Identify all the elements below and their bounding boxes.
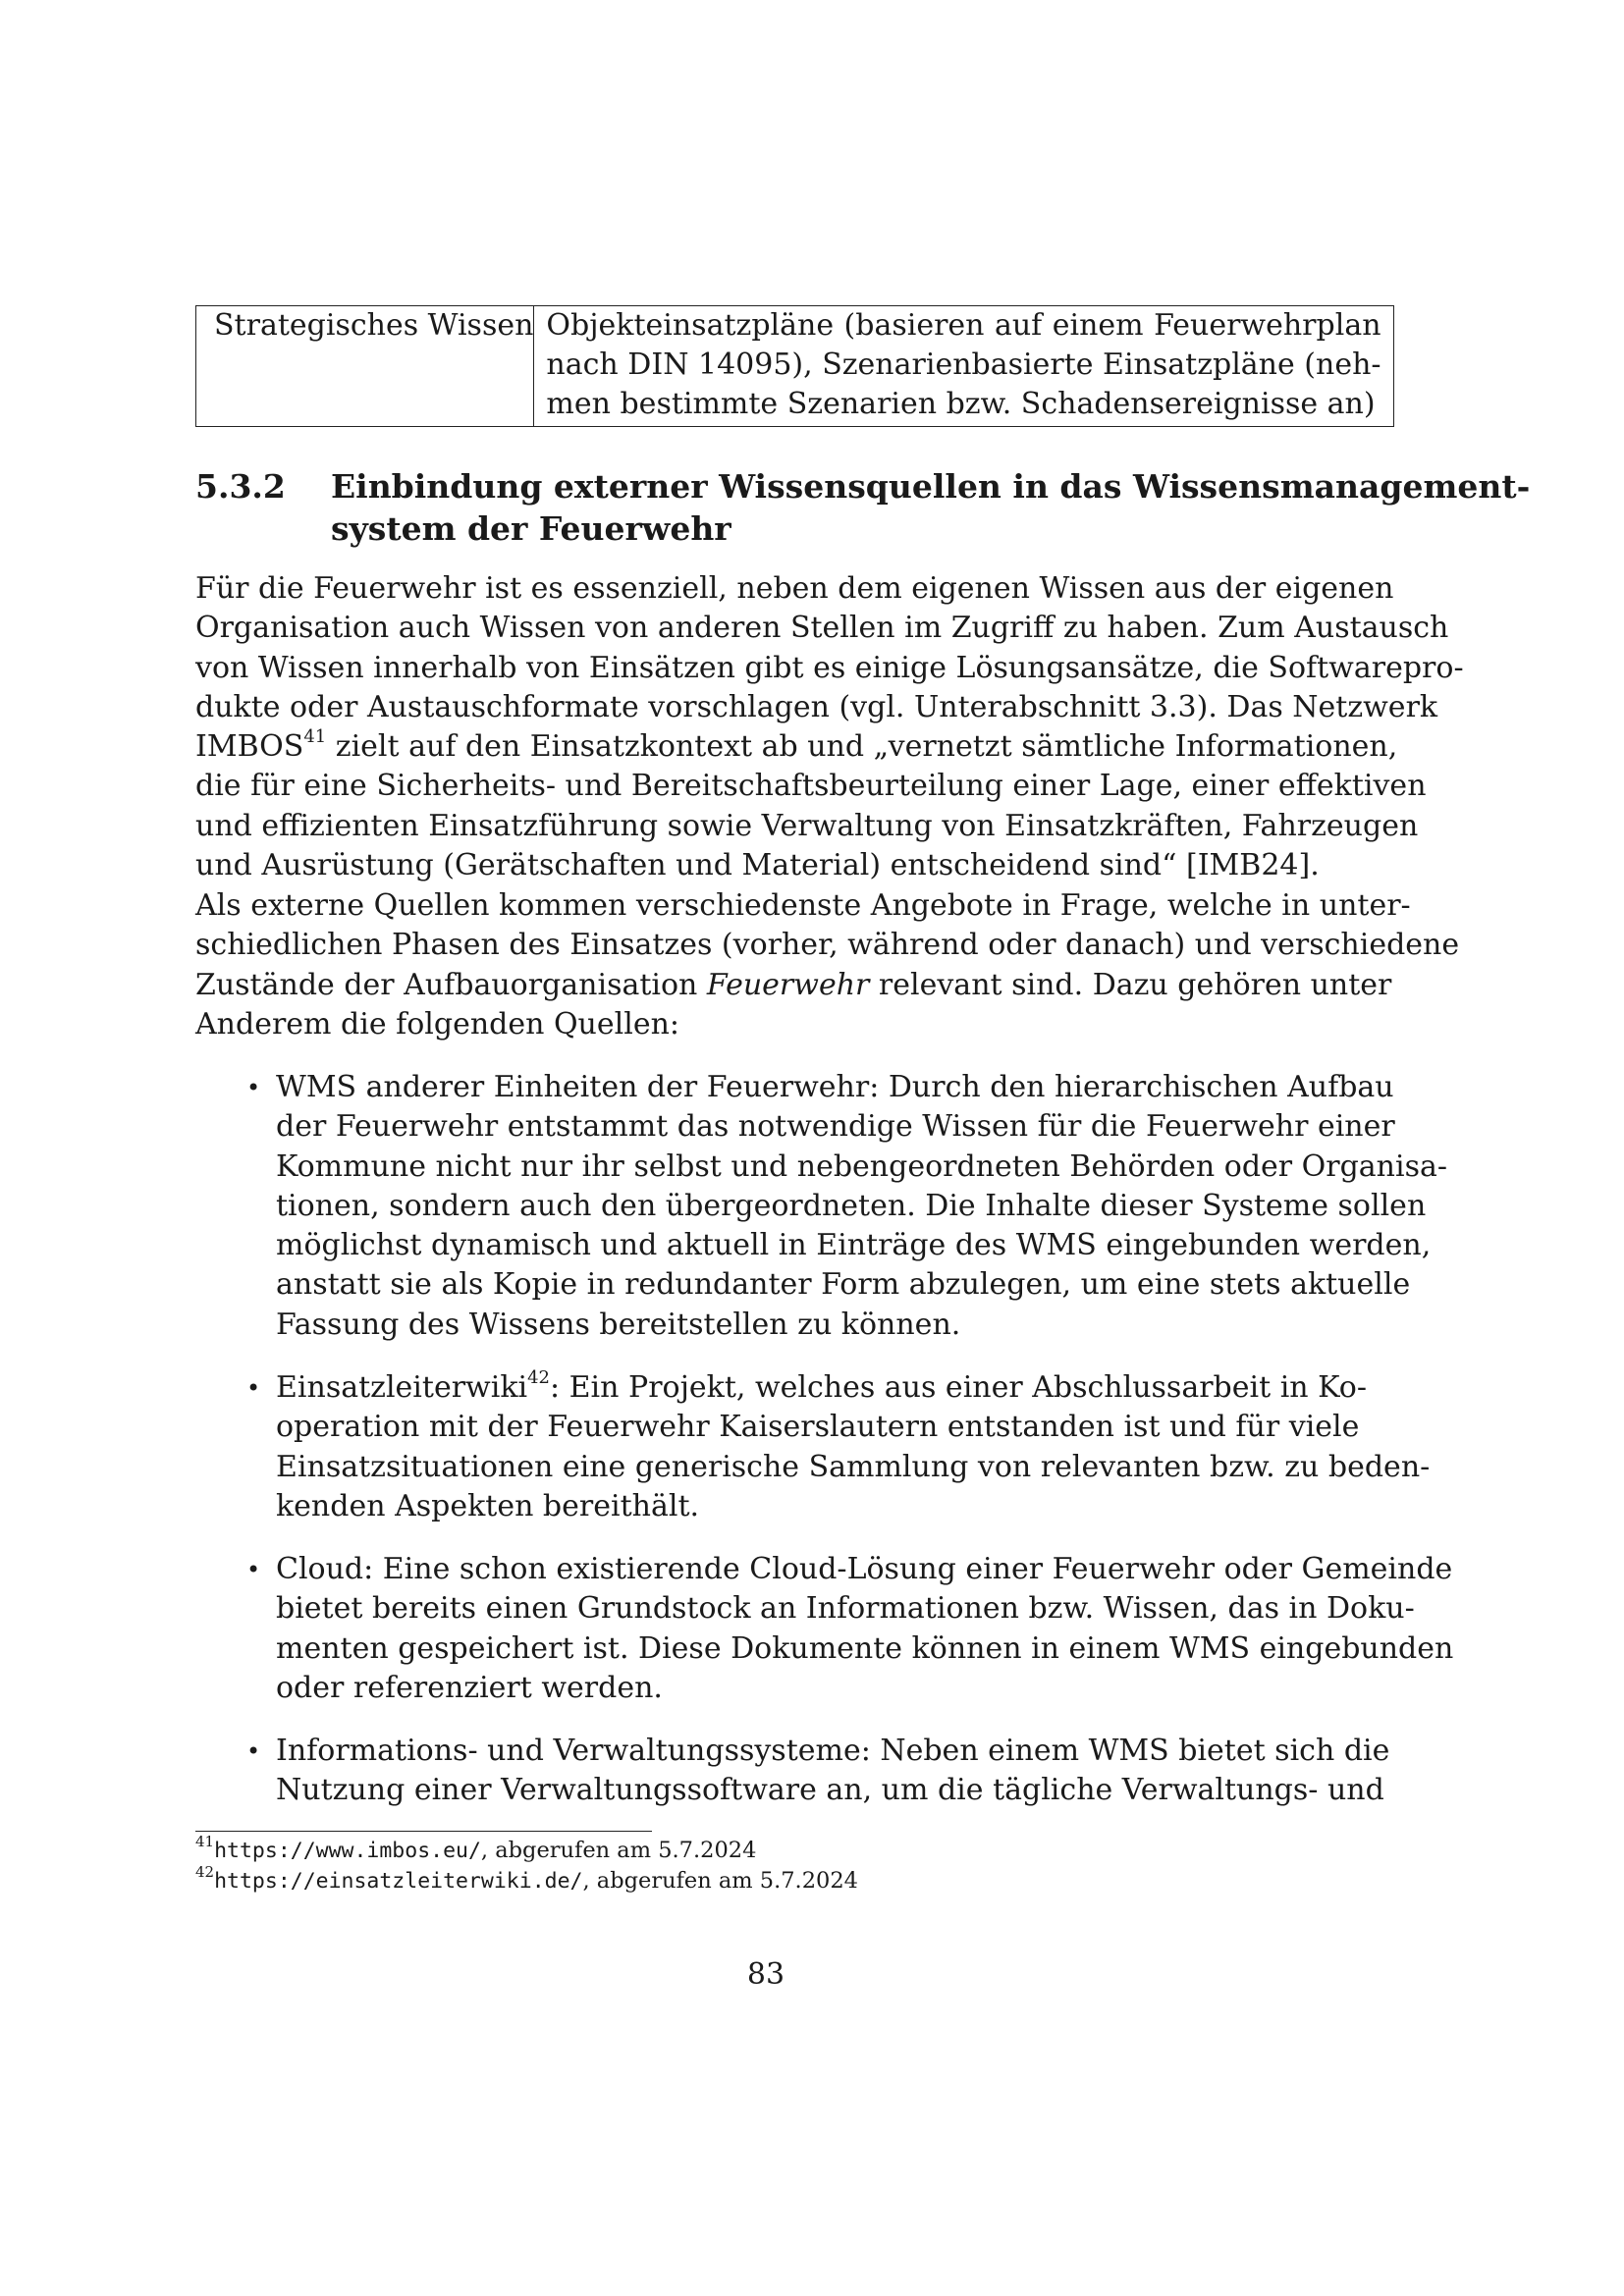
text-imbos: IMBOS	[195, 729, 304, 765]
text-line: dukte oder Austauschformate vorschlagen (vgl. Unterabschnitt 3.3). Das Netzwerk	[195, 689, 1438, 724]
text-line: möglichst dynamisch und aktuell in Einträge des WMS eingebunden werden,	[276, 1228, 1432, 1263]
footnote-42	[195, 1862, 858, 1896]
paragraph	[195, 886, 1460, 1044]
text-line: WMS anderer Einheiten der Feuerwehr: Durch den hierarchischen Aufbau	[276, 1070, 1394, 1104]
text-line: menten gespeichert ist. Diese Dokumente können in einem WMS eingebunden	[276, 1630, 1454, 1666]
text-line	[195, 966, 1392, 1005]
text-line: Nutzung einer Verwaltungssoftware an, um die tägliche Verwaltungs- und	[276, 1773, 1384, 1808]
section-title	[331, 465, 1531, 550]
text-line: oder referenziert werden.	[276, 1670, 663, 1705]
text-line: und Ausrüstung (Gerätschaften und Material) entscheidend sind“ [IMB24].	[195, 848, 1320, 883]
footnote-divider	[195, 1831, 652, 1832]
text-line	[276, 1367, 1367, 1408]
text-line: Einsatzsituationen eine generische Sammlung von relevanten bzw. zu beden-	[276, 1449, 1431, 1484]
text-segment: : Ein Projekt, welches aus einer Abschlussarbeit in Ko-	[550, 1370, 1367, 1405]
text-line: anstatt sie als Kopie in redundanter Form abzulegen, um eine stets aktuelle	[276, 1267, 1411, 1303]
emphasis-text: Feuerwehr	[706, 967, 870, 1002]
bullet-icon: •	[246, 1556, 261, 1583]
text-line: Als externe Quellen kommen verschiedenste Angebote in Frage, welche in unter-	[195, 888, 1411, 923]
text-line: Für die Feuerwehr ist es essenziell, neben dem eigenen Wissen aus der eigenen	[195, 571, 1394, 606]
text-line	[195, 726, 1398, 767]
bullet-icon: •	[246, 1737, 261, 1765]
text-line: operation mit der Feuerwehr Kaiserslautern entstanden ist und für viele	[276, 1410, 1360, 1445]
table-row	[196, 306, 1394, 427]
text-line: Cloud: Eine schon existierende Cloud-Lösung einer Feuerwehr oder Gemeinde	[276, 1552, 1453, 1586]
text-line: kenden Aspekten bereithält.	[276, 1488, 700, 1523]
text-segment: relevant sind. Dazu gehören unter	[869, 967, 1392, 1002]
footnote-url[interactable]: https://einsatzleiterwiki.de/	[214, 1869, 583, 1894]
text-segment: Zustände der Aufbauorganisation	[195, 967, 707, 1002]
table-row-label: Strategisches Wissen	[214, 308, 534, 343]
paragraph	[195, 569, 1464, 885]
text-line: Anderem die folgenden Quellen:	[195, 1006, 680, 1041]
footnote-number: 41	[195, 1832, 215, 1850]
section-title-line: system der Feuerwehr	[331, 509, 731, 548]
text-line: Fassung des Wissens bereitstellen zu können.	[276, 1307, 961, 1342]
table-desc-line: Objekteinsatzpläne (basieren auf einem Feuerwehrplan	[546, 308, 1381, 343]
footnote-url[interactable]: https://www.imbos.eu/	[214, 1839, 481, 1863]
list-item-text	[276, 1550, 1454, 1708]
text-line: der Feuerwehr entstammt das notwendige Wissen für die Feuerwehr einer	[276, 1109, 1395, 1145]
text-line: tionen, sondern auch den übergeordneten. Die Inhalte dieser Systeme sollen	[276, 1188, 1427, 1223]
page-number: 83	[746, 1957, 785, 1992]
footnote-text: , abgerufen am 5.7.2024	[582, 1868, 858, 1894]
section-number: 5.3.2	[195, 467, 286, 506]
text-line: und effizienten Einsatzführung sowie Verwaltung von Einsatzkräften, Fahrzeugen	[195, 808, 1419, 843]
footnote-ref-41: 41	[303, 726, 327, 748]
list-item-text	[276, 1068, 1448, 1345]
table-cell-description	[534, 306, 1393, 427]
text-line: Informations- und Verwaltungssysteme: Neben einem WMS bietet sich die	[276, 1734, 1390, 1768]
footnote-41	[195, 1832, 858, 1866]
bullet-icon: •	[246, 1374, 261, 1402]
text-line: Organisation auch Wissen von anderen Stellen im Zugriff zu haben. Zum Austausch	[195, 611, 1449, 646]
bullet-icon: •	[246, 1074, 261, 1101]
text-line: von Wissen innerhalb von Einsätzen gibt es einige Lösungsansätze, die Softwarepro-	[195, 650, 1464, 685]
footnote-ref-42: 42	[527, 1367, 551, 1388]
table-desc-line: nach DIN 14095), Szenarienbasierte Einsatzpläne (neh-	[546, 347, 1381, 382]
text-segment: zielt auf den Einsatzkontext ab und „vernetzt sämtliche Informationen,	[326, 729, 1398, 765]
table-cell-label	[196, 306, 534, 427]
list-item-text	[276, 1732, 1390, 1811]
text-line: die für eine Sicherheits- und Bereitschaftsbeurteilung einer Lage, einer effektiven	[195, 769, 1427, 804]
footnote-number: 42	[195, 1862, 215, 1881]
footnotes	[195, 1832, 858, 1896]
list-item-text	[276, 1367, 1431, 1526]
knowledge-type-table	[195, 305, 1394, 427]
section-title-line: Einbindung externer Wissensquellen in das Wissensmanagement-	[331, 467, 1531, 506]
text-line: Kommune nicht nur ihr selbst und nebengeordneten Behörden oder Organisa-	[276, 1148, 1448, 1184]
text-einsatzleiterwiki: Einsatzleiterwiki	[276, 1370, 528, 1405]
text-line: bietet bereits einen Grundstock an Informationen bzw. Wissen, das in Doku-	[276, 1591, 1415, 1627]
table-desc-line: men bestimmte Szenarien bzw. Schadensereignisse an)	[546, 387, 1376, 421]
text-line: schiedlichen Phasen des Einsatzes (vorher, während oder danach) und verschiedene	[195, 928, 1460, 963]
footnote-text: , abgerufen am 5.7.2024	[480, 1838, 757, 1863]
